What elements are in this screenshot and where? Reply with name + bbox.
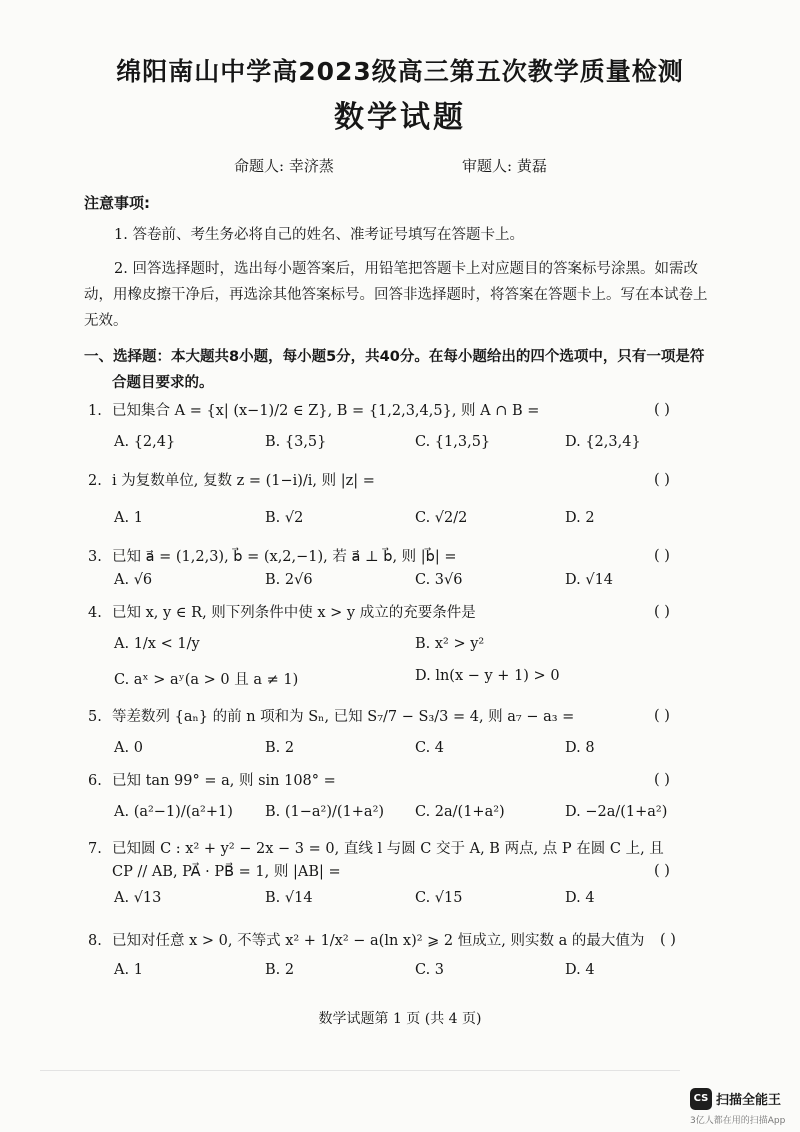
question-stem: 已知 x, y ∈ R, 则下列条件中使 x > y 成立的充要条件是	[112, 605, 476, 621]
option-c: C. 3√6	[415, 572, 463, 588]
section-heading	[84, 344, 724, 396]
option-b: B. 2	[265, 962, 295, 978]
option-a: A. 0	[114, 740, 143, 756]
question-8	[88, 930, 708, 952]
question-number: 1.	[88, 403, 102, 419]
answer-paren: ( )	[654, 604, 670, 620]
reviewer: 审题人: 黄磊	[462, 157, 547, 175]
question-stem: 已知 tan 99° = a, 则 sin 108° =	[112, 773, 336, 789]
question-stem: 已知集合 A = {x| (x−1)/2 ∈ Z}, B = {1,2,3,4,5}, 则 A ∩ B =	[112, 403, 540, 419]
answer-paren: ( )	[654, 402, 670, 418]
section-line-2: 合题目要求的。	[112, 375, 214, 391]
option-d: D. −2a/(1+a²)	[565, 804, 668, 820]
question-7	[88, 838, 708, 860]
option-b: B. x² > y²	[415, 636, 485, 652]
question-stem: 已知 a⃗ = (1,2,3), b⃗ = (x,2,−1), 若 a⃗ ⊥ b⃗, 则 |b⃗| =	[112, 549, 457, 565]
watermark-brand: 扫描全能王	[716, 1093, 782, 1108]
option-d: D. 8	[565, 740, 595, 756]
answer-paren: ( )	[660, 932, 676, 948]
answer-paren: ( )	[654, 772, 670, 788]
question-2	[88, 470, 708, 492]
option-c: C. √15	[415, 890, 463, 906]
option-d: D. {2,3,4}	[565, 434, 641, 450]
question-1	[88, 400, 708, 422]
watermark-tagline: 3亿人都在用的扫描App	[690, 1116, 786, 1126]
question-stem: 已知对任意 x > 0, 不等式 x² + 1/x² − a(ln x)² ⩾ 2 恒成立, 则实数 a 的最大值为	[112, 933, 645, 949]
option-c: C. 4	[415, 740, 445, 756]
option-a: A. 1	[114, 510, 143, 526]
answer-paren: ( )	[654, 863, 670, 879]
option-c: C. 3	[415, 962, 445, 978]
option-b: B. 2	[265, 740, 295, 756]
option-b: B. √2	[265, 510, 304, 526]
question-4	[88, 602, 708, 624]
option-a: A. √6	[114, 572, 153, 588]
option-d: D. √14	[565, 572, 614, 588]
question-5	[88, 706, 708, 728]
setter: 命题人: 幸济蒸	[234, 157, 334, 175]
notice-item-2: 2. 回答选择题时，选出每小题答案后，用铅笔把答题卡上对应题目的答案标号涂黑。如需改动，用橡皮擦干净后，再选涂其他答案标号。回答非选择题时，将答案在答题卡上。写在本试卷上无效。	[84, 261, 708, 329]
option-b: B. (1−a²)/(1+a²)	[265, 804, 385, 820]
question-number: 8.	[88, 933, 102, 949]
question-number: 4.	[88, 605, 102, 621]
question-number: 3.	[88, 549, 102, 565]
option-b: B. 2√6	[265, 572, 313, 588]
question-3	[88, 546, 708, 568]
option-d: D. 4	[565, 962, 595, 978]
question-7-line-2: CP // AB, PA⃗ · PB⃗ = 1, 则 |AB| =	[112, 864, 341, 880]
section-line-1: 一、选择题：本大题共8小题，每小题5分，共40分。在每小题给出的四个选项中，只有一项是符	[84, 349, 705, 365]
option-a: A. (a²−1)/(a²+1)	[114, 804, 233, 820]
question-stem: 等差数列 {aₙ} 的前 n 项和为 Sₙ, 已知 S₇/7 − S₃/3 = 4, 则 a₇ − a₃ =	[112, 709, 575, 725]
option-c: C. {1,3,5}	[415, 434, 491, 450]
option-a: A. √13	[114, 890, 162, 906]
option-a: A. {2,4}	[114, 434, 176, 450]
page-footer: 数学试题第 1 页 (共 4 页)	[318, 1011, 482, 1027]
answer-paren: ( )	[654, 708, 670, 724]
option-c: C. √2/2	[415, 510, 468, 526]
question-number: 6.	[88, 773, 102, 789]
option-b: B. √14	[265, 890, 313, 906]
notice-item-1: 1. 答卷前、考生务必将自己的姓名、准考证号填写在答题卡上。	[114, 227, 524, 243]
question-number: 7.	[88, 841, 102, 857]
question-number: 2.	[88, 473, 102, 489]
option-d: D. 2	[565, 510, 595, 526]
exam-subtitle: 数学试题	[334, 100, 466, 135]
option-c: C. 2a/(1+a²)	[415, 804, 505, 820]
camscanner-logo-icon: CS	[690, 1088, 712, 1110]
notice-heading: 注意事项:	[84, 194, 150, 212]
option-a: A. 1/x < 1/y	[114, 636, 200, 652]
answer-paren: ( )	[654, 472, 670, 488]
option-a: A. 1	[114, 962, 143, 978]
question-number: 5.	[88, 709, 102, 725]
option-d: D. ln(x − y + 1) > 0	[415, 668, 560, 684]
question-stem: i 为复数单位, 复数 z = (1−i)/i, 则 |z| =	[112, 473, 375, 489]
question-stem: 已知圆 C : x² + y² − 2x − 3 = 0, 直线 l 与圆 C 交于 A, B 两点, 点 P 在圆 C 上, 且	[112, 841, 664, 857]
option-c: C. aˣ > aʸ(a > 0 且 a ≠ 1)	[114, 672, 299, 688]
question-6	[88, 770, 708, 792]
exam-title: 绵阳南山中学高2023级高三第五次教学质量检测	[116, 57, 684, 86]
divider	[40, 1070, 680, 1071]
option-b: B. {3,5}	[265, 434, 327, 450]
option-d: D. 4	[565, 890, 595, 906]
answer-paren: ( )	[654, 548, 670, 564]
